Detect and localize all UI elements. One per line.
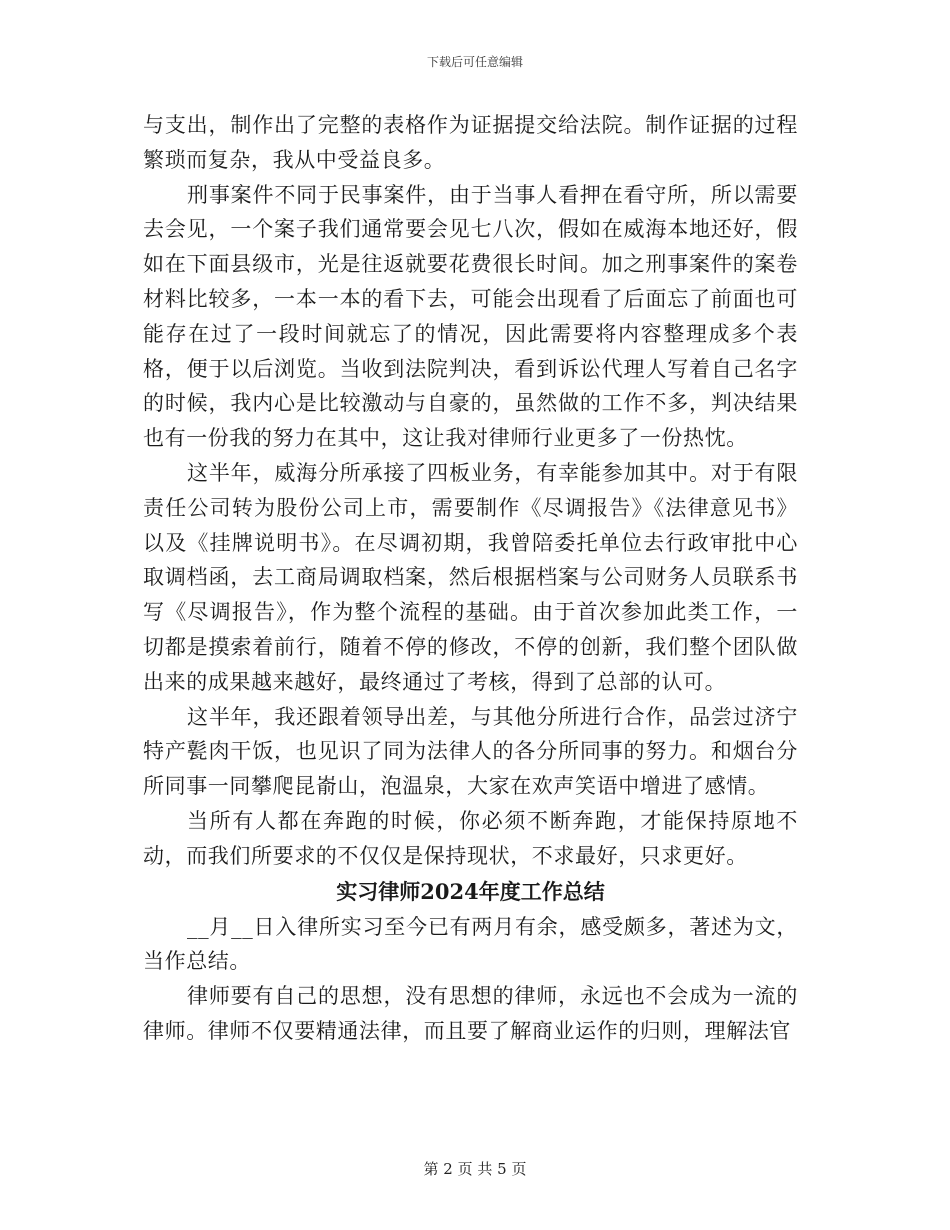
page-header: 下载后可任意编辑	[426, 55, 523, 69]
paragraph-continuation: 与支出，制作出了完整的表格作为证据提交给法院。制作证据的过程繁琐而复杂，我从中受益良多。	[143, 113, 798, 172]
paragraph-listing-business: 这半年，威海分所承接了四板业务，有幸能参加其中。对于有限责任公司转为股份公司上市，需要制作《尽调报告》《法律意见书》以及《挂牌说明书》。在尽调初期，我曾陪委托单位去行政审批中心取调档函，去工商局调取档案，然后根据档案与公司财务人员联系书写《尽调报告》，作为整个流程的基础。由于首次参加此类工作，一切都是摸索着前行，随着不停的修改，不停的创新，我们整个团队做出来的成果越来越好，最终通过了考核，得到了总部的认可。	[143, 460, 798, 694]
paragraph-intro: __月__日入律所实习至今已有两月有余，感受颇多，著述为文，当作总结。	[143, 914, 798, 974]
document-body	[143, 108, 798, 1049]
section-title: 实习律师2024年度工作总结	[336, 878, 605, 904]
paragraph-lawyer-thoughts: 律师要有自己的思想，没有思想的律师，永远也不会成为一流的律师。律师不仅要精通法律，而且要了解商业运作的归则，理解法官	[143, 984, 798, 1043]
paragraph-conclusion: 当所有人都在奔跑的时候，你必须不断奔跑，才能保持原地不动，而我们所要求的不仅仅是保持现状，不求最好，只求更好。	[143, 808, 798, 868]
page-number: 第 2 页 共 5 页	[423, 1160, 527, 1178]
paragraph-business-trips: 这半年，我还跟着领导出差，与其他分所进行合作，品尝过济宁特产甏肉干饭，也见识了同为法律人的各分所同事的努力。和烟台分所同事一同攀爬昆嵛山，泡温泉，大家在欢声笑语中增进了感情。	[143, 704, 798, 799]
paragraph-criminal-cases: 刑事案件不同于民事案件，由于当事人看押在看守所，所以需要去会见，一个案子我们通常要会见七八次，假如在威海本地还好，假如在下面县级市，光是往返就要花费很长时间。加之刑事案件的案卷材料比较多，一本一本的看下去，可能会出现看了后面忘了前面也可能存在过了一段时间就忘了的情况，因此需要将内容整理成多个表格，便于以后浏览。当收到法院判决，看到诉讼代理人写着自己名字的时候，我内心是比较激动与自豪的，虽然做的工作不多，判决结果也有一份我的努力在其中，这让我对律师行业更多了一份热忱。	[143, 182, 798, 451]
